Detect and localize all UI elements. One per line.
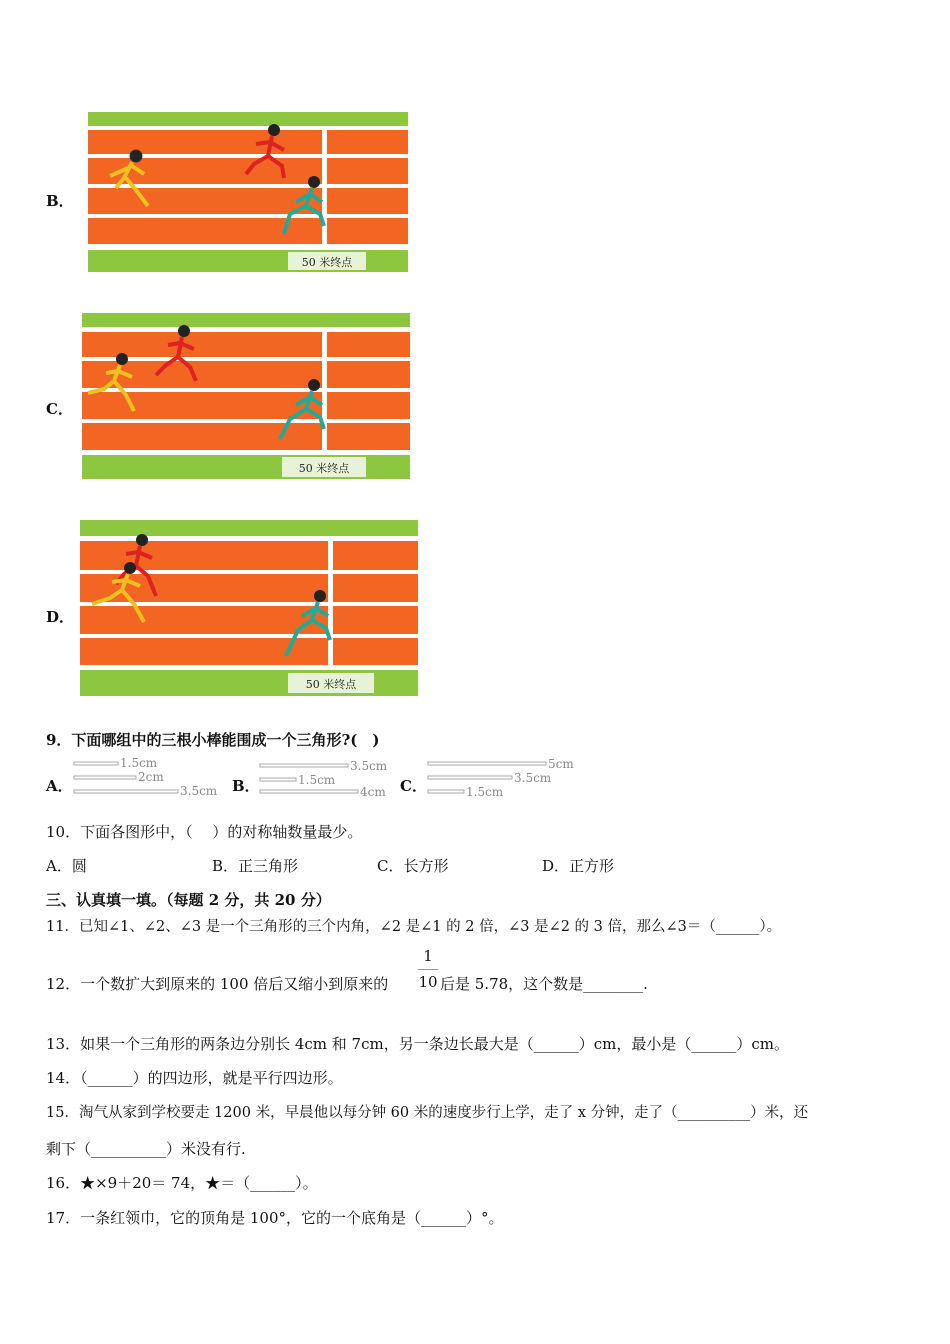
q10-option-d: D．正方形 [542, 857, 615, 875]
running-track-image-c [82, 313, 410, 479]
svg-text:3.5cm: 3.5cm [350, 759, 388, 773]
question-11-text: 11．已知∠1、∠2、∠3 是一个三角形的三个内角，∠2 是∠1 的 2 倍，∠3 是∠2 的 3 倍，那么∠3＝（______）。 [46, 919, 782, 935]
svg-text:5cm: 5cm [548, 757, 574, 771]
option-d-label: D． [46, 608, 75, 626]
running-track-image-b [88, 112, 408, 272]
question-9-text: 9．下面哪组中的三根小棒能围成一个三角形?( ) [46, 731, 380, 749]
q9-sticks-c [426, 756, 586, 798]
question-16-text: 16．★×9＋20＝ 74，★＝（______）。 [46, 1174, 318, 1192]
q9-sticks-b [258, 758, 398, 798]
finish-label-d: 50 米终点 [305, 678, 357, 691]
fraction-denominator: 10 [418, 973, 438, 991]
svg-text:1.5cm: 1.5cm [466, 785, 504, 798]
q9-option-c-label: C． [400, 777, 427, 795]
question-13-text: 13．如果一个三角形的两条边分别长 4cm 和 7cm，另一条边长最大是（______）cm，最小是（______）cm。 [46, 1035, 789, 1053]
question-12-text-after: 后是 5.78，这个数是________. [440, 975, 648, 993]
question-15-line-2: 剩下（__________）米没有行. [46, 1140, 246, 1158]
svg-text:1.5cm: 1.5cm [120, 756, 158, 770]
question-15-line-1: 15．淘气从家到学校要走 1200 米，早晨他以每分钟 60 米的速度步行上学，走了 x 分钟，走了（__________）米，还 [46, 1105, 809, 1121]
option-b-label: B． [46, 192, 74, 210]
question-10-text: 10．下面各图形中，（ ）的对称轴数量最少。 [46, 823, 363, 841]
svg-text:1.5cm: 1.5cm [298, 773, 336, 787]
q9-option-a-label: A． [46, 777, 73, 795]
q10-option-c: C．长方形 [377, 857, 449, 875]
svg-text:3.5cm: 3.5cm [180, 784, 218, 798]
q10-option-b: B．正三角形 [212, 857, 299, 875]
section-3-heading: 三、认真填一填。（每题 2 分，共 20 分） [46, 891, 331, 909]
finish-label-c: 50 米终点 [298, 462, 350, 475]
q10-option-a: A．圆 [46, 857, 87, 875]
q9-sticks-a [72, 756, 222, 798]
fraction-numerator: 1 [423, 947, 433, 965]
svg-text:3.5cm: 3.5cm [514, 771, 552, 785]
running-track-image-d [80, 520, 418, 696]
finish-label-b: 50 米终点 [301, 256, 353, 269]
question-12-text-before: 12．一个数扩大到原来的 100 倍后又缩小到原来的 [46, 975, 389, 993]
question-17-text: 17．一条红领巾，它的顶角是 100°，它的一个底角是（______）°。 [46, 1209, 504, 1227]
question-14-text: 14．（______）的四边形，就是平行四边形。 [46, 1069, 343, 1087]
svg-text:2cm: 2cm [138, 770, 164, 784]
svg-text:4cm: 4cm [360, 785, 386, 798]
q9-option-b-label: B． [232, 777, 260, 795]
fraction-bar [418, 969, 438, 970]
option-c-label: C． [46, 400, 73, 418]
